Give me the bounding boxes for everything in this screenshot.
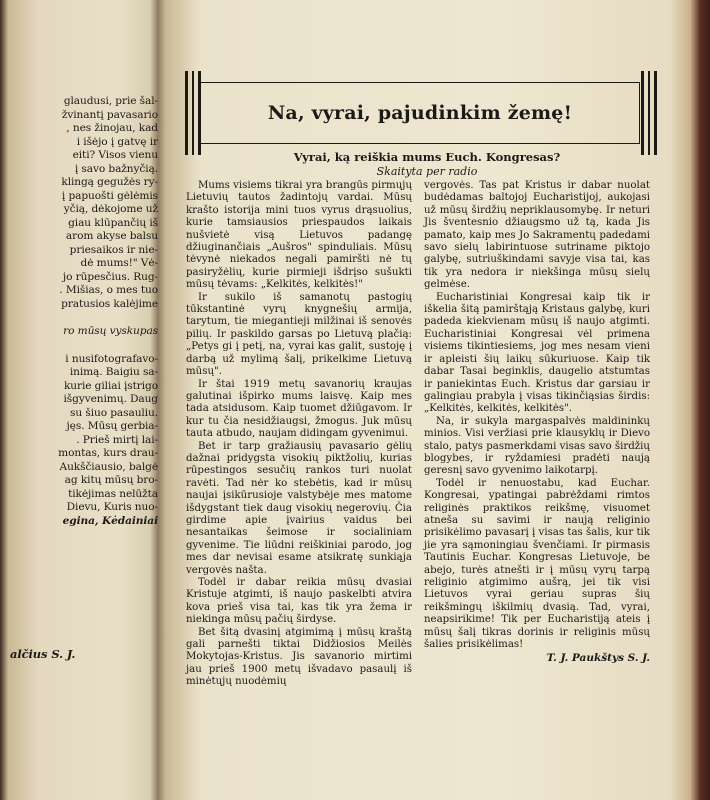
banner-bar [198,71,201,155]
paragraph: Ir sukilo iš samanotų pastogių tūkstantinė vyrų knygnešių armija, tarytum, tie miegantieji milžinai iš senovės pilių. Ir paskildo garsas po Lietuvą plačią: „Petys gi į petį, na, vyrai kas galit, sustoję į darbą už mylimą šalį, prikelkime Lietuvą mūsų". [186,291,412,378]
left-page-line: ro mūsų vyskupas [63,325,158,337]
left-page-line: ag kitų mūsų bro- [64,474,158,486]
left-page-line: montas, kurs drau- [58,447,158,459]
paragraph: Todėl ir nenuostabu, kad Euchar. Kongresai, ypatingai pabrėždami rimtos religinės praktikos reikšmę, visuomet atneša su savimi ir naują religinio prisikėlimo pavasarį į visas tas šalis, kur tik jie yra sąmoningiau švenčiami. Ir pirmasis Tautinis Euchar. Kongresas Lietuvoje, be abejo, turės atnešti ir į mūsų vyrų tarpą religinio atgimimo aušrą, jei tik visi Lietuvos vyrai geriau supras šių reikšmingų iškilmių dvasią. Tad, vyrai, neapsirikime! Tik per Eucharistiją ateis į mūsų šalį tikras dorinis ir religinis mūsų šalies prisikėlimas! [424,477,650,651]
left-page-line: Aukščiausio, balgė [59,460,158,473]
left-page-line: su šiuo pasauliu. [70,406,158,419]
left-page-line: priesaikos ir nie- [69,243,158,256]
left-page-line: glaudusi, prie šal- [63,95,158,107]
article-signature: T. J. Paukštys S. J. [546,652,650,665]
article-byline: Skaityta per radio [376,165,478,178]
left-page-gap [10,311,158,325]
left-page-place-line: egina, Kėdainiai [62,514,158,527]
left-page-line: žvinantį pavasario [61,108,158,121]
article-subtitle: Vyrai, ką reiškia mums Euch. Kongresas? [293,150,561,164]
banner-bar [185,71,188,155]
left-page-text-top [10,95,158,311]
paragraph: Bet ir tarp gražiausių pavasario gėlių dažnai pridygsta visokių piktžolių, kurias rūpestingos sesučių rankos turi nuolat ravėti. Tad nėr ko stebėtis, kad ir mūsų naujai įsikūrusioje valstybėje mes matome išdygstant tiek daug visokių negerovių. Čia girdime apie įvairius vaidus bei nesantaikas šeimose ir socialiniam gyvenime. Tie liūdni reiškiniai parodo, jog mes dar nevisai esame atsikratę sunkiąja vergovės našta. [186,440,412,576]
left-page-line: jęs. Mūsų gerbia- [66,420,158,432]
left-page-line: eiti? Visos vienu [72,149,158,161]
left-page-line: tikėjimas nelūžta [68,487,158,500]
article-headline: Na, vyrai, pajudinkim žemę! [267,102,573,124]
paragraph: Na, ir sukyla margaspalvės maldininkų minios. Visi veržiasi prie klausyklų ir Dievo stalo, patys pasmerkdami visas savo širdžių blogybes, ir ryždamiesi pradėti naują geresnį savo gyvenimo laikotarpį. [424,415,650,477]
left-page-text-lower [10,353,158,515]
headline-banner [200,82,640,144]
left-page-line: į savo bažnyčią. [74,162,158,175]
paragraph: Ir štai 1919 metų savanorių kraujas galutinai išpirko mums laisvę. Kaip mes tada atsidusom. Kaip tuomet džiūgavom. Ir kur tu čia nesidžiaugsi, žmogus. Juk mūsų tauta atbudo, naujam didingam gyvenimui. [186,378,412,440]
article-column-1 [186,180,412,689]
left-page-line: giau klūpančių iš [68,216,158,229]
left-page-line: Dievu, Kuris nuo- [66,501,158,513]
banner-bar [641,71,644,155]
left-page-line: , nes žinojau, kad [66,122,158,134]
left-page-line: klingą gegužės ry- [61,176,158,188]
left-page-signature: alčius S. J. [10,647,76,661]
left-page-line: dė mums!" Vė- [80,257,158,269]
paragraph: Mums visiems tikrai yra brangūs pirmųjų Lietuvių tautos žadintojų vardai. Mūsų krašto istorija mini tuos vyrus drąsuolius, kurie tamsiausios priespaudos laikais nušvietė visą Lietuvos padangę džiuginančiais „Aušros" spinduliais. Mūsų tėvynė niekados negali pamiršti nė tų pasiryžėlių, kurie pirmieji išdrįso sušukti mūsų tėvams: „Kelkitės, kelkitės!" [186,180,412,291]
banner-bar [654,71,657,155]
left-page-gap [10,339,158,353]
right-page [186,70,668,780]
banner-bar [192,71,194,155]
left-page-line: . Prieš mirtį lai- [76,433,158,446]
left-page-text-mid [10,325,158,339]
banner-bar [648,71,650,155]
article-column-2 [424,180,650,665]
left-page-line: i išėjo į gatvę ir [76,135,158,148]
paragraph: Eucharistiniai Kongresai kaip tik ir iškelia šitą pamirštąją Kristaus galybę, kuri padeda kiekvienam mūsų iš naujo atgimti. Eucharistiniai Kongresai vėl primena visiems tikintiesiems, jog mes nesam vieni ir apleisti šių laikų sūkuriuose. Kaip tik dabar Tasai beginklis, daugelio atstumtas ir paniekintas Euch. Kristus dar garsiau ir galingiau prabyla į visas tikinčiąsias širdis: „Kelkitės, kelkitės, kelkitės". [424,291,650,415]
left-page-line: arom akyse balsu [65,230,158,242]
left-page-line: yčią, dėkojome už [63,203,158,215]
left-page-line: kurie giliai įstrigo [63,379,158,392]
left-page-line: inimą. Baigiu sa- [69,366,158,378]
paragraph: Bet šitą dvasinį atgimimą į mūsų kraštą gali parnešti tiktai Didžiosios Meilės Mokytojas-Kristus. Jis savanorio mirtimi jau prieš 1900 metų išvadavo pasaulį iš minėtųjų nuodėmių [186,626,412,688]
left-page-line: i nusifotografavo- [65,352,158,365]
left-page-line: pratusios kalėjime [61,297,158,310]
left-page [10,95,158,755]
banner-left-bars [185,71,201,155]
paragraph: vergovės. Tas pat Kristus ir dabar nuolat budėdamas baltojoj Eucharistijoj, aukojasi už mūsų širdžių nepriklausomybę. Ir neturi Jis šventesnio džiaugsmo už tą, kada Jis pamato, kaip mes Jo Sakramentų padedami savo sielų labirintuose sutriname piktojo galybę, sutriuškindami savyje visa tai, kas tik yra nedora ir niekšinga mūsų sielų gelmėse. [424,180,650,291]
banner-right-bars [641,71,657,155]
left-page-line: jo rūpesčius. Rug- [62,270,158,283]
left-page-spacer [10,528,158,648]
left-page-line: . Mišias, o mes tuo [59,284,158,296]
paragraph: Todėl ir dabar reikia mūsų dvasiai Kristuje atgimti, iš naujo paskelbti atvira kova prieš visa tai, kas tik yra žema ir niekinga mūsų pačių širdyse. [186,577,412,626]
left-page-line: į papuošti gėlėmis [61,189,158,202]
left-page-line: išgyvenimų. Daug [63,393,158,405]
